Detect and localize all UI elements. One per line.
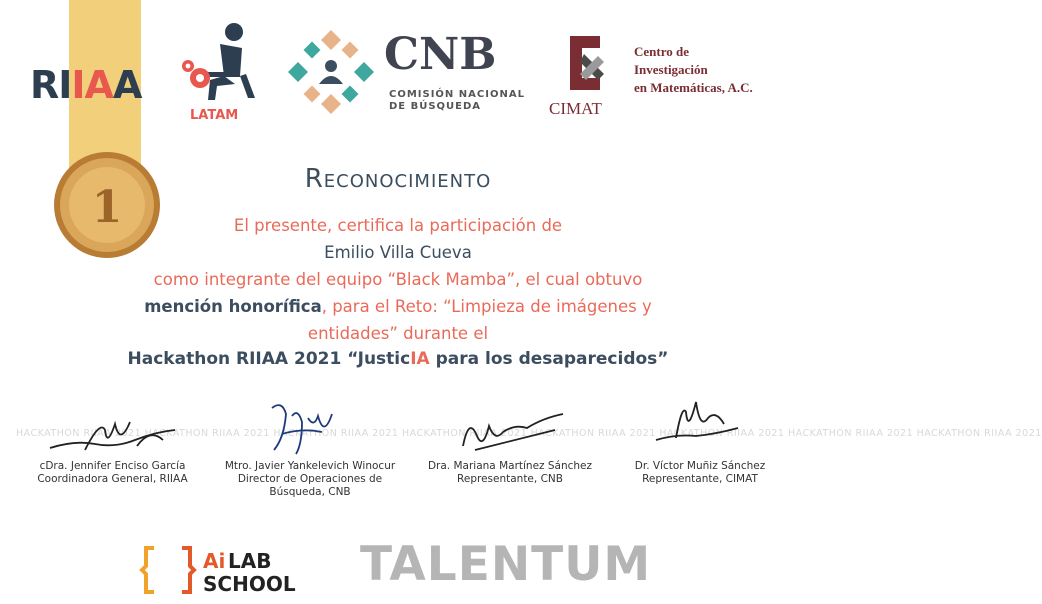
signature-1-icon — [45, 410, 185, 460]
signatory-2 — [210, 460, 410, 499]
hackathon-line: Hackathon RIIAA 2021 “JusticIA para los desaparecidos” — [127, 349, 669, 369]
integrante-line: como integrante del equipo “Black Mamba”, el cual obtuvo — [153, 270, 643, 289]
signatory-4-role: Representante, CIMAT — [642, 473, 758, 485]
signatory-3-role: Representante, CNB — [457, 473, 563, 485]
signatory-2-role: Director de Operaciones de — [237, 473, 383, 485]
watermark: HACKATHON RIIAA 2021 HACKATHON RIIAA 2021 HACKATHON RIIAA 2021 HACKATHON RIIAA 2021 HACKATHON RIIAA 2021 HACKATHON RIIAA 2021 HACKATHON RIIAA 2021 HACKATHON RIIAA 2021 — [16, 428, 1042, 439]
cnb-subtitle-line2: DE BÚSQUEDA — [389, 101, 482, 112]
signatory-3 — [410, 460, 610, 486]
cimat-line1: Centro de — [634, 44, 690, 59]
cnb-title: CNB — [384, 29, 497, 80]
signatory-4-name: Dr. Víctor Muñiz Sánchez — [634, 460, 766, 472]
cimat-emblem-icon — [560, 28, 610, 98]
mencion-line — [0, 297, 796, 316]
ailab-ai-text: Ai — [203, 549, 226, 573]
riiaa-figure-icon — [180, 18, 260, 113]
cnb-emblem-icon — [286, 28, 376, 116]
ailab-brackets-icon — [140, 546, 196, 594]
presente-line: El presente, certifica la participación de — [233, 216, 563, 235]
signatory-1 — [15, 460, 210, 486]
signatory-4 — [605, 460, 795, 486]
medal-number: 1 — [91, 182, 123, 233]
mencion-rest: , para el Reto: “Limpieza de imágenes y — [321, 297, 652, 316]
talentum-logo: TALENTUM — [360, 537, 652, 592]
signature-3-icon — [455, 406, 570, 458]
mencion-honorifica: mención honorífica — [144, 297, 322, 316]
signatory-3-name: Dra. Mariana Martínez Sánchez — [427, 460, 593, 472]
ailab-lab-text: LAB — [228, 549, 272, 573]
riiaa-logo: RIIAA — [30, 63, 142, 107]
signatory-1-name: cDra. Jennifer Enciso García — [39, 460, 186, 472]
cimat-line2: Investigación — [634, 62, 708, 77]
signatory-2-role2: Búsqueda, CNB — [269, 486, 351, 498]
recipient-name: Emilio Villa Cueva — [324, 243, 472, 262]
entidades-line: entidades” durante el — [307, 324, 489, 343]
signature-4-icon — [646, 394, 746, 456]
ailab-school-text: SCHOOL — [203, 572, 296, 596]
signatory-2-name: Mtro. Javier Yankelevich Winocur — [224, 460, 396, 472]
riiaa-latam-label: LATAM — [190, 108, 239, 123]
signature-2-icon — [262, 398, 352, 460]
certificate-heading: Reconocimiento — [304, 164, 492, 194]
cimat-name: CIMAT — [549, 99, 602, 118]
signatory-1-role: Coordinadora General, RIIAA — [37, 473, 188, 485]
cnb-subtitle-line1: COMISIÓN NACIONAL — [389, 89, 525, 100]
cimat-line3: en Matemáticas, A.C. — [634, 80, 753, 95]
